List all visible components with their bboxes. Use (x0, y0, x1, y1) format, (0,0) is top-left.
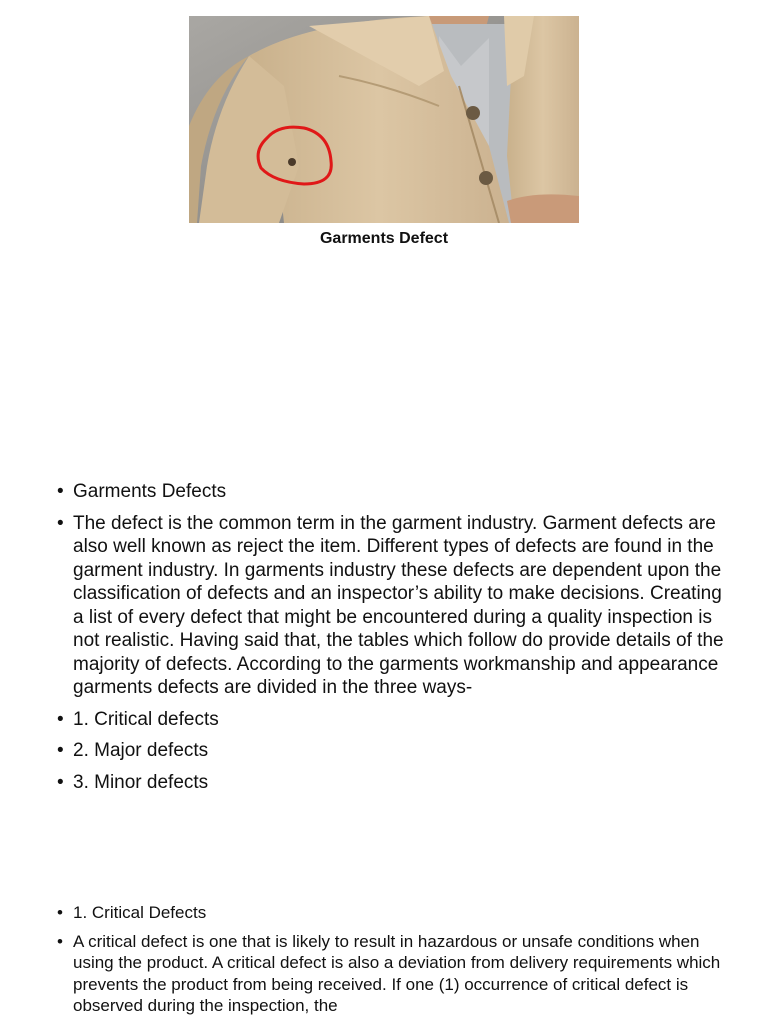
list-item: • 1. Critical defects (57, 708, 727, 732)
garment-defect-photo (189, 16, 579, 223)
defects-overview-list (57, 480, 727, 802)
list-item: • Garments Defects (57, 480, 727, 504)
list-item: • 1. Critical Defects (57, 902, 727, 924)
list-item: • 3. Minor defects (57, 771, 727, 795)
list-item: • 2. Major defects (57, 739, 727, 763)
figure-caption: Garments Defect (319, 230, 449, 247)
list-item: • The defect is the common term in the garment industry. Garment defects are also well known as reject the item. Different types of defects are found in the garment industry. In garments industry these defects are dependent upon the classification of defects and an inspector’s ability to make decisions. Creating a list of every defect that might be encountered during a quality inspection is not realistic. Having said that, the tables which follow do provide details of the majority of defects. According to the garments workmanship and appearance garments defects are divided in the three ways- (57, 512, 727, 700)
list-item: • A critical defect is one that is likely to result in hazardous or unsafe conditions when using the product. A critical defect is also a deviation from delivery requirements which prevents the product from being received. If one (1) occurrence of critical defect is observed during the inspection, the (57, 931, 727, 1017)
critical-defects-list (57, 902, 727, 1024)
coat-illustration (189, 16, 579, 223)
